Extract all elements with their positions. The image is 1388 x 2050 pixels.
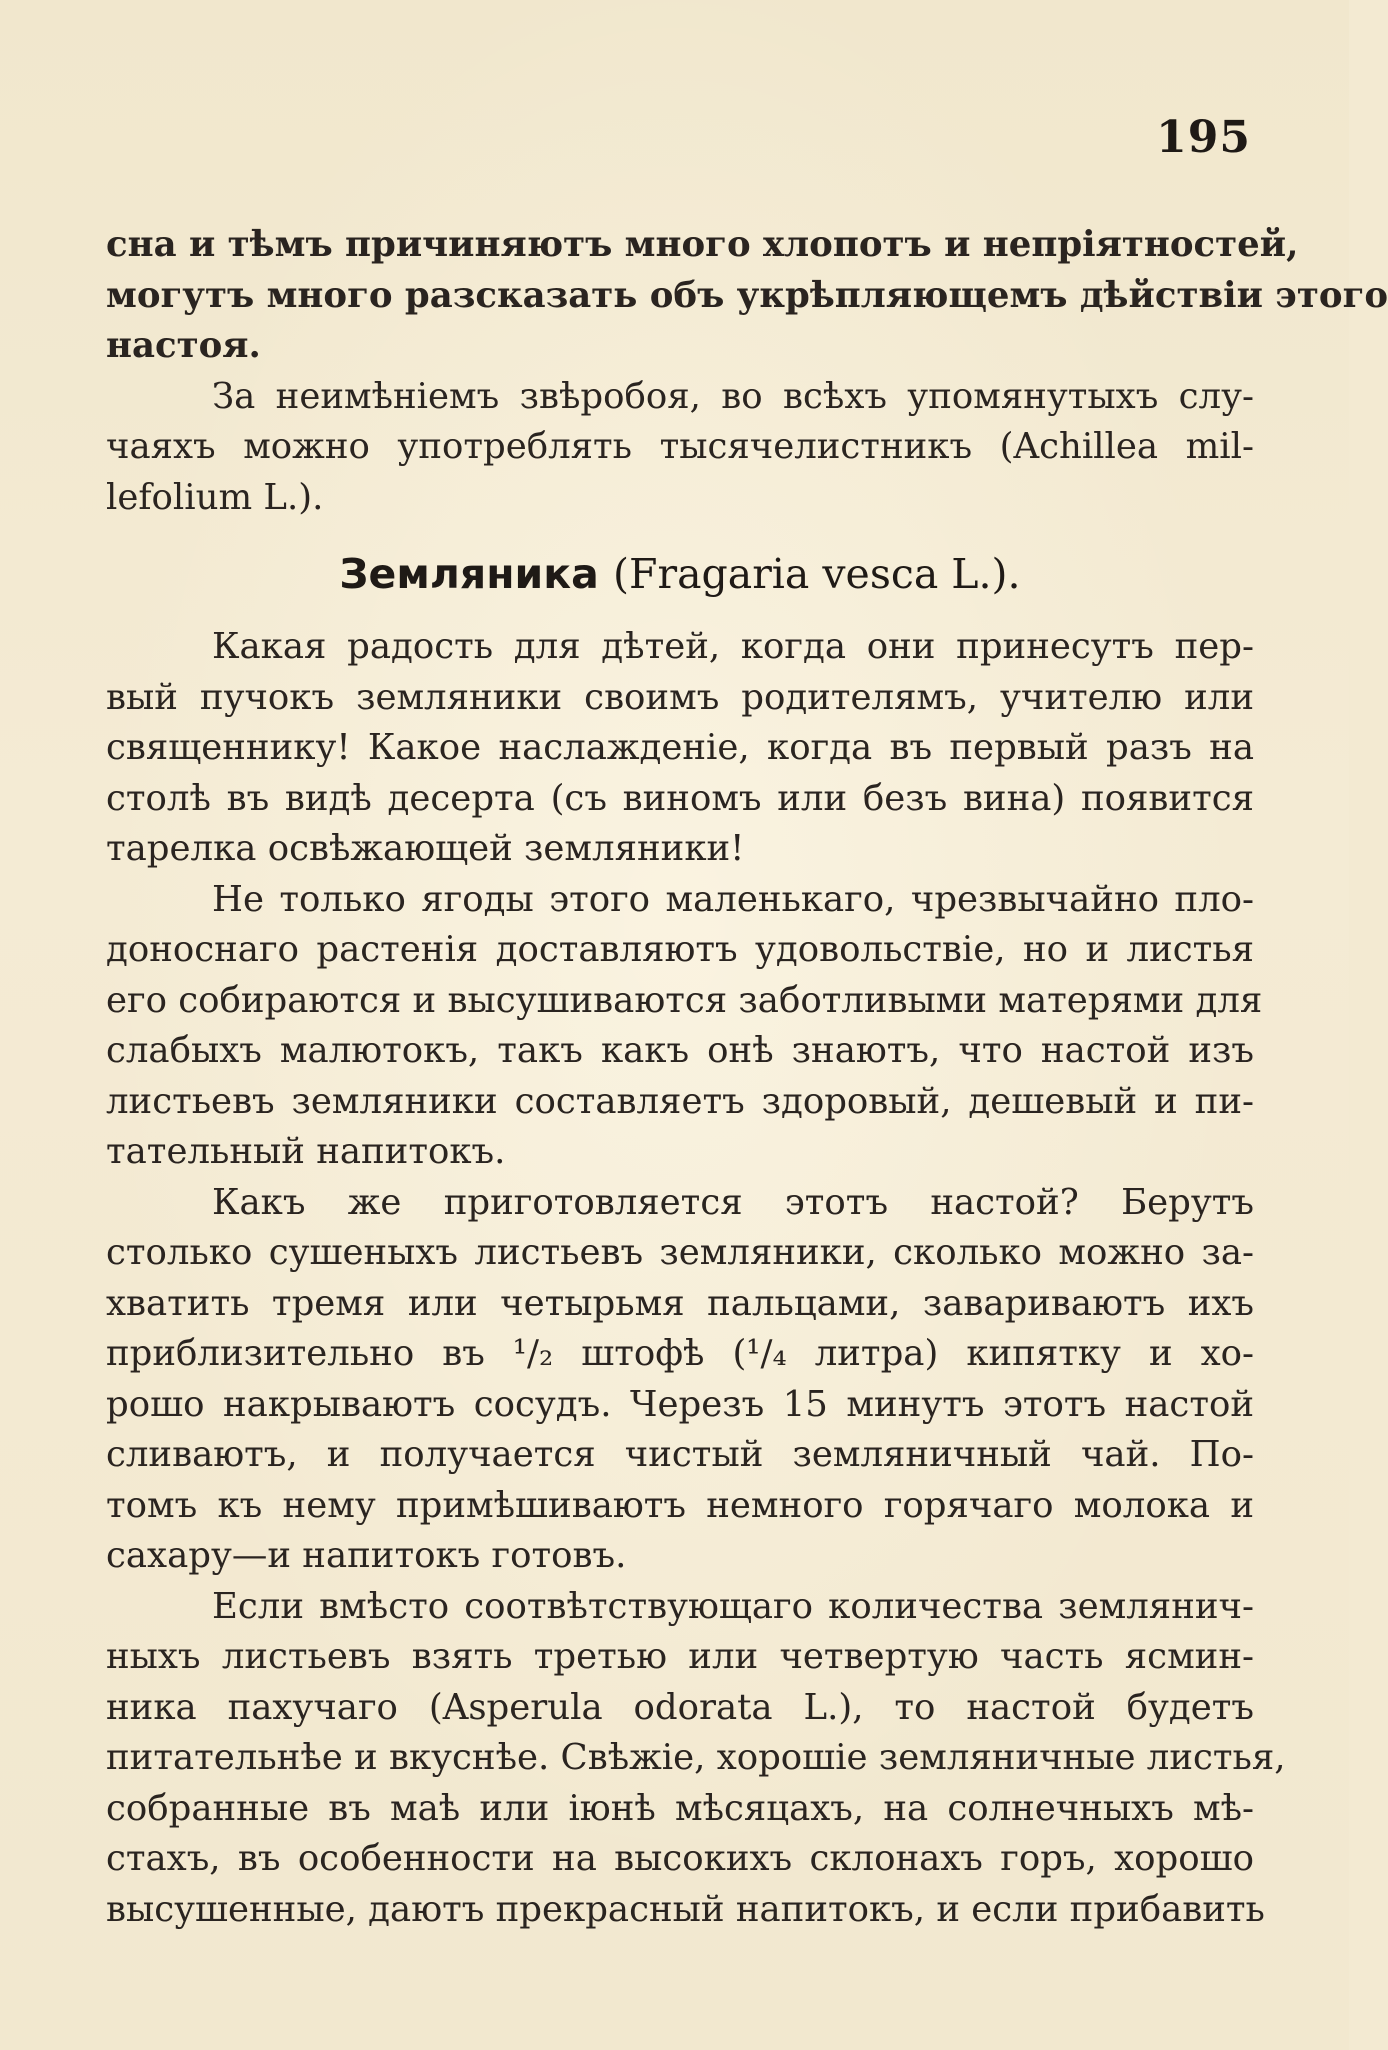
text-line: листьевъ земляники составляетъ здоровый, дешевый и пи- xyxy=(106,1080,1254,1122)
text-line: ника пахучаго (Asperula odorata L.), то настой будетъ xyxy=(106,1686,1254,1728)
text-line: вый пучокъ земляники своимъ родителямъ, учителю или xyxy=(106,676,1254,718)
page-number: 195 xyxy=(1156,112,1251,163)
text-line: слабыхъ малютокъ, такъ какъ онѣ знаютъ, что настой изъ xyxy=(106,1030,1254,1071)
text-line: тарелка освѣжающей земляники! xyxy=(106,828,745,869)
text-line: столько сушеныхъ листьевъ земляники, сколько можно за- xyxy=(106,1232,1254,1273)
paragraph-block-body xyxy=(106,622,1286,1935)
text-line: питательнѣе и вкуснѣе. Свѣжіе, хорошіе земляничные листья, xyxy=(106,1737,1286,1778)
text-line: чаяхъ можно употреблять тысячелистникъ (Achillea mil- xyxy=(106,426,1254,467)
text-line: рошо накрываютъ сосудъ. Черезъ 15 минутъ этотъ настой xyxy=(106,1383,1254,1425)
text-line: приблизительно въ ¹/₂ штофѣ (¹/₄ литра) кипятку и хо- xyxy=(106,1333,1254,1374)
section-heading xyxy=(106,546,1254,602)
text-line: его собираются и высушиваются заботливыми матерями для xyxy=(106,979,1263,1021)
text-line: сна и тѣмъ причиняютъ много хлопотъ и непріятностей, xyxy=(106,224,1299,265)
text-line: священнику! Какое наслажденіе, когда въ первый разъ на xyxy=(106,727,1254,768)
paragraph-block-top xyxy=(106,220,1388,523)
text-line: настоя. xyxy=(106,325,261,366)
text-line: Не только ягоды этого маленькаго, чрезвычайно пло- xyxy=(212,878,1254,920)
text-line: собранные въ маѣ или іюнѣ мѣсяцахъ, на солнечныхъ мѣ- xyxy=(106,1787,1254,1829)
text-line: Какая радость для дѣтей, когда они принесутъ пер- xyxy=(212,626,1254,667)
text-line: хватить тремя или четырьмя пальцами, завариваютъ ихъ xyxy=(106,1282,1254,1324)
text-line: тательный напитокъ. xyxy=(106,1131,506,1172)
text-line: За неимѣніемъ звѣробоя, во всѣхъ упомянутыхъ слу- xyxy=(212,375,1254,417)
text-line: Если вмѣсто соотвѣтствующаго количества землянич- xyxy=(212,1585,1254,1627)
text-line: высушенные, даютъ прекрасный напитокъ, и если прибавить xyxy=(106,1888,1265,1930)
text-line: сливаютъ, и получается чистый земляничный чай. По- xyxy=(106,1434,1254,1475)
text-line: lefolium L.). xyxy=(106,476,324,518)
text-line: Какъ же приготовляется этотъ настой? Берутъ xyxy=(212,1181,1254,1223)
text-line: доноснаго растенія доставляютъ удовольствіе, но и листья xyxy=(106,929,1254,970)
text-line: стахъ, въ особенности на высокихъ склонахъ горъ, хорошо xyxy=(106,1838,1254,1879)
text-line: столѣ въ видѣ десерта (съ виномъ или безъ вина) появится xyxy=(106,777,1254,819)
text-line: томъ къ нему примѣшиваютъ немного горячаго молока и xyxy=(106,1484,1254,1526)
heading-title: Земляника xyxy=(339,550,599,598)
text-line: ныхъ листьевъ взять третью или четвертую часть ясмин- xyxy=(106,1636,1254,1677)
text-line: могутъ много разсказать объ укрѣпляющемъ дѣйствіи этого xyxy=(106,274,1388,316)
text-line: сахару—и напитокъ готовъ. xyxy=(106,1535,627,1576)
heading-latin-name: (Fragaria vesca L.). xyxy=(613,550,1021,598)
